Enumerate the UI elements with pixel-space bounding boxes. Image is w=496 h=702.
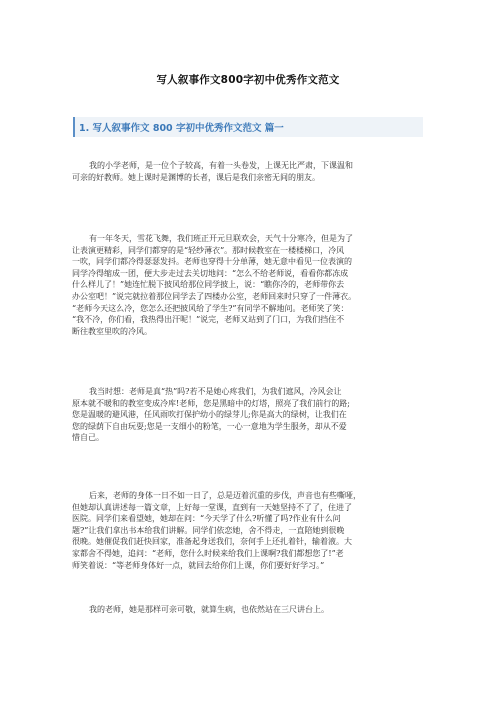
section-heading-text: 1. 写人叙事作文 800 字初中优秀作文范文 篇一 bbox=[79, 123, 284, 134]
section-heading bbox=[73, 117, 423, 137]
paragraph-line: 办公室吧！”说完就拉着那位同学去了四楼办公室，老师回来时只穿了一件薄衣。 bbox=[72, 291, 357, 301]
paragraph-2 bbox=[72, 233, 432, 337]
paragraph-line: “我不冷，你们看，我热得出汗呢！”说完，老师又站到了门口，为我们挡住不 bbox=[72, 315, 345, 325]
paragraph-line: 同学冷得缩成一团，便大步走过去关切地问：“怎么不给老师说，看看你都冻成 bbox=[72, 268, 349, 278]
paragraph-line: 很晚。她催促我们赶快回家，准备起身送我们，奈何手上还扎着针，输着液。大 bbox=[72, 537, 352, 547]
paragraph-line: 您的绿荫下自由玩耍;您是一支细小的粉笔，一心一意地为学生服务，却从不爱 bbox=[72, 421, 347, 431]
paragraph-line: 惜自己。 bbox=[72, 433, 104, 443]
paragraph-3 bbox=[72, 386, 432, 444]
paragraph-line: 一吹，同学们都冷得瑟瑟发抖。老师也穿得十分单薄，她无意中看见一位表演的 bbox=[72, 257, 352, 267]
paragraph-line: 师笑着说：“等老师身体好一点，就回去给你们上课，你们要好好学习。” bbox=[72, 560, 325, 570]
page-title: 写人叙事作文800字初中优秀作文范文 bbox=[156, 74, 340, 86]
paragraph-line: 但她却认真讲述每一篇文章，上好每一堂课，直到有一天她坚持不了了，住进了 bbox=[72, 502, 352, 512]
paragraph-5 bbox=[72, 604, 432, 616]
paragraph-line: 断往教室里吹的冷风。 bbox=[72, 326, 152, 336]
paragraph-line: 题?”让我们拿出书本给我们讲解。同学们依恋她，舍不得走，一直陪她到很晚 bbox=[72, 525, 345, 535]
paragraph-line: 有一年冬天，雪花飞舞，我们班正开元旦联欢会，天气十分寒冷，但是为了 bbox=[89, 234, 353, 243]
paragraph-line: 医院。同学们来看望她，她却在问：“今天学了什么?听懂了吗?作业有什么问 bbox=[72, 514, 341, 524]
paragraph-line: 后来，老师的身体一日不如一日了，总是迈着沉重的步伐，声音也有些嘶哑， bbox=[89, 491, 361, 500]
paragraph-line: 家都舍不得她，追问：“老师，您什么时候来给我们上课啊?我们都想您了!”老 bbox=[72, 548, 344, 558]
paragraph-line: 我当时想：老师是真“热”吗?若不是她心疼我们，为我们遮风，冷风会让 bbox=[89, 387, 342, 396]
paragraph-line: 我的老师，她是那样可亲可敬，就算生病，也依然站在三尺讲台上。 bbox=[89, 605, 329, 614]
paragraph-line: 什么样儿了！”她连忙脱下披风给那位同学披上，说：“瞧你冷的，老师带你去 bbox=[72, 280, 345, 290]
paragraph-line: 可亲的好教师。她上课时是渊博的长者，课后是我们亲密无间的朋友。 bbox=[72, 172, 320, 182]
paragraph-line: “老师今天这么冷，您怎么还把披风给了学生?”有同学不解地问。老师笑了笑： bbox=[72, 303, 349, 313]
paragraph-line: 您是温暖的避风港，任风雨吹打保护幼小的绿芽儿;你是高大的绿树，让我们在 bbox=[72, 410, 347, 420]
paragraph-line: 原本就不暖和的教室变成冷库!老师，您是黑暗中的灯塔，照亮了我们前行的路; bbox=[72, 398, 350, 408]
paragraph-4 bbox=[72, 490, 432, 571]
paragraph-line: 让表演更精彩，同学们都穿的是“轻纱薄衣”。那时候教室在一楼楼梯口，冷风 bbox=[72, 245, 345, 255]
paragraph-line: 我的小学老师，是一位个子较高，有着一头卷发，上课无比严肃，下课温和 bbox=[89, 161, 353, 170]
paragraph-1 bbox=[72, 160, 432, 183]
